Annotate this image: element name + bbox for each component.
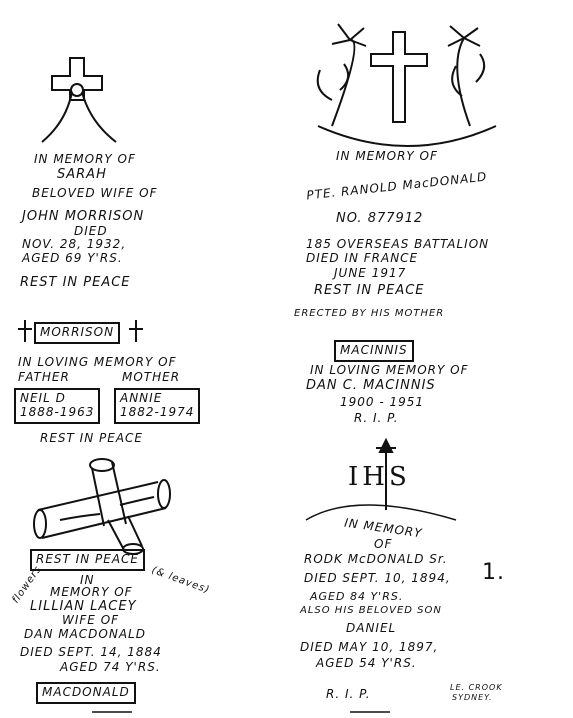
sarah-line-3: BELOVED WIFE OF bbox=[32, 186, 158, 200]
sarah-line-2: SARAH bbox=[57, 167, 107, 182]
rod-line-2: OF bbox=[374, 537, 393, 551]
lillian-line-2: MEMORY OF bbox=[50, 585, 133, 599]
lillian-line-6: DIED SEPT. 14, 1884 bbox=[20, 645, 162, 659]
ranold-line-4: 185 OVERSEAS BATTALION bbox=[306, 237, 490, 251]
lillian-line-5: DAN MACDONALD bbox=[24, 627, 146, 641]
cross-icon-morrison-left bbox=[18, 320, 32, 342]
page-number: 1. bbox=[482, 560, 505, 585]
lillian-line-3: LILLIAN LACEY bbox=[30, 599, 137, 614]
lillian-line-7: AGED 74 Y'RS. bbox=[60, 660, 161, 674]
ranold-line-7: REST IN PEACE bbox=[314, 283, 425, 298]
mother-box bbox=[114, 388, 200, 424]
sarah-line-4: JOHN MORRISON bbox=[22, 209, 145, 224]
sarah-line-5: DIED bbox=[74, 224, 108, 238]
rod-line-9: AGED 54 Y'RS. bbox=[316, 656, 417, 670]
dan-line-4: R. I. P. bbox=[354, 411, 399, 425]
credit-line-1: LE. CROOK bbox=[450, 683, 503, 692]
father-box bbox=[14, 388, 100, 424]
cross-icon-ranold bbox=[318, 24, 496, 146]
morrison-name-box: MORRISON bbox=[34, 322, 120, 344]
mother-label: MOTHER bbox=[122, 370, 181, 384]
credit-line-2: SYDNEY. bbox=[452, 693, 493, 702]
rod-line-3: RODK McDONALD Sr. bbox=[304, 552, 448, 566]
flowers-note: flowers bbox=[10, 563, 44, 606]
lillian-line-4: WIFE OF bbox=[62, 613, 120, 627]
leaves-note: (& leaves) bbox=[150, 564, 212, 597]
father-dates: 1888-1963 bbox=[20, 404, 95, 419]
sarah-line-7: AGED 69 Y'RS. bbox=[22, 251, 123, 265]
ranold-line-3: NO. 877912 bbox=[336, 211, 424, 226]
ranold-line-8: ERECTED BY HIS MOTHER bbox=[294, 308, 445, 319]
mother-dates: 1882-1974 bbox=[120, 404, 195, 419]
macinnis-box: MACINNIS bbox=[334, 340, 414, 362]
ihs-monogram: IHS bbox=[348, 462, 411, 492]
rod-line-5: AGED 84 Y'RS. bbox=[310, 590, 404, 603]
rod-line-8: DIED MAY 10, 1897, bbox=[300, 640, 439, 654]
cross-icon-morrison-right bbox=[129, 320, 143, 342]
ranold-line-6: JUNE 1917 bbox=[334, 266, 407, 280]
cross-icon-sarah bbox=[42, 58, 116, 142]
father-name: NEIL D bbox=[20, 391, 66, 405]
dan-line-3: 1900 - 1951 bbox=[340, 395, 425, 409]
sarah-line-1: IN MEMORY OF bbox=[34, 152, 136, 166]
morrison-line-1: IN LOVING MEMORY OF bbox=[18, 355, 177, 369]
morrison-rest: REST IN PEACE bbox=[40, 431, 143, 445]
rod-line-4: DIED SEPT. 10, 1894, bbox=[304, 571, 451, 585]
rod-line-6: ALSO HIS BELOVED SON bbox=[300, 605, 442, 616]
macdonald-box: MACDONALD bbox=[36, 682, 136, 704]
dan-line-2: DAN C. MACINNIS bbox=[306, 378, 436, 393]
sarah-line-8: REST IN PEACE bbox=[20, 275, 131, 290]
dan-line-1: IN LOVING MEMORY OF bbox=[310, 363, 469, 377]
ranold-line-5: DIED IN FRANCE bbox=[306, 251, 419, 265]
rod-line-7: DANIEL bbox=[346, 621, 397, 635]
sarah-line-6: NOV. 28, 1932, bbox=[22, 237, 127, 251]
rod-line-10: R. I. P. bbox=[326, 687, 371, 701]
father-label: FATHER bbox=[18, 370, 70, 384]
lillian-rest-box: REST IN PEACE bbox=[30, 549, 145, 571]
ranold-line-1: IN MEMORY OF bbox=[336, 149, 438, 163]
rod-line-1: IN MEMORY bbox=[343, 515, 424, 541]
mother-name: ANNIE bbox=[120, 391, 163, 405]
lillian-line-1: IN bbox=[80, 573, 95, 587]
log-cross-icon bbox=[34, 459, 170, 554]
ranold-line-2: PTE. RANOLD MacDONALD bbox=[305, 169, 488, 203]
